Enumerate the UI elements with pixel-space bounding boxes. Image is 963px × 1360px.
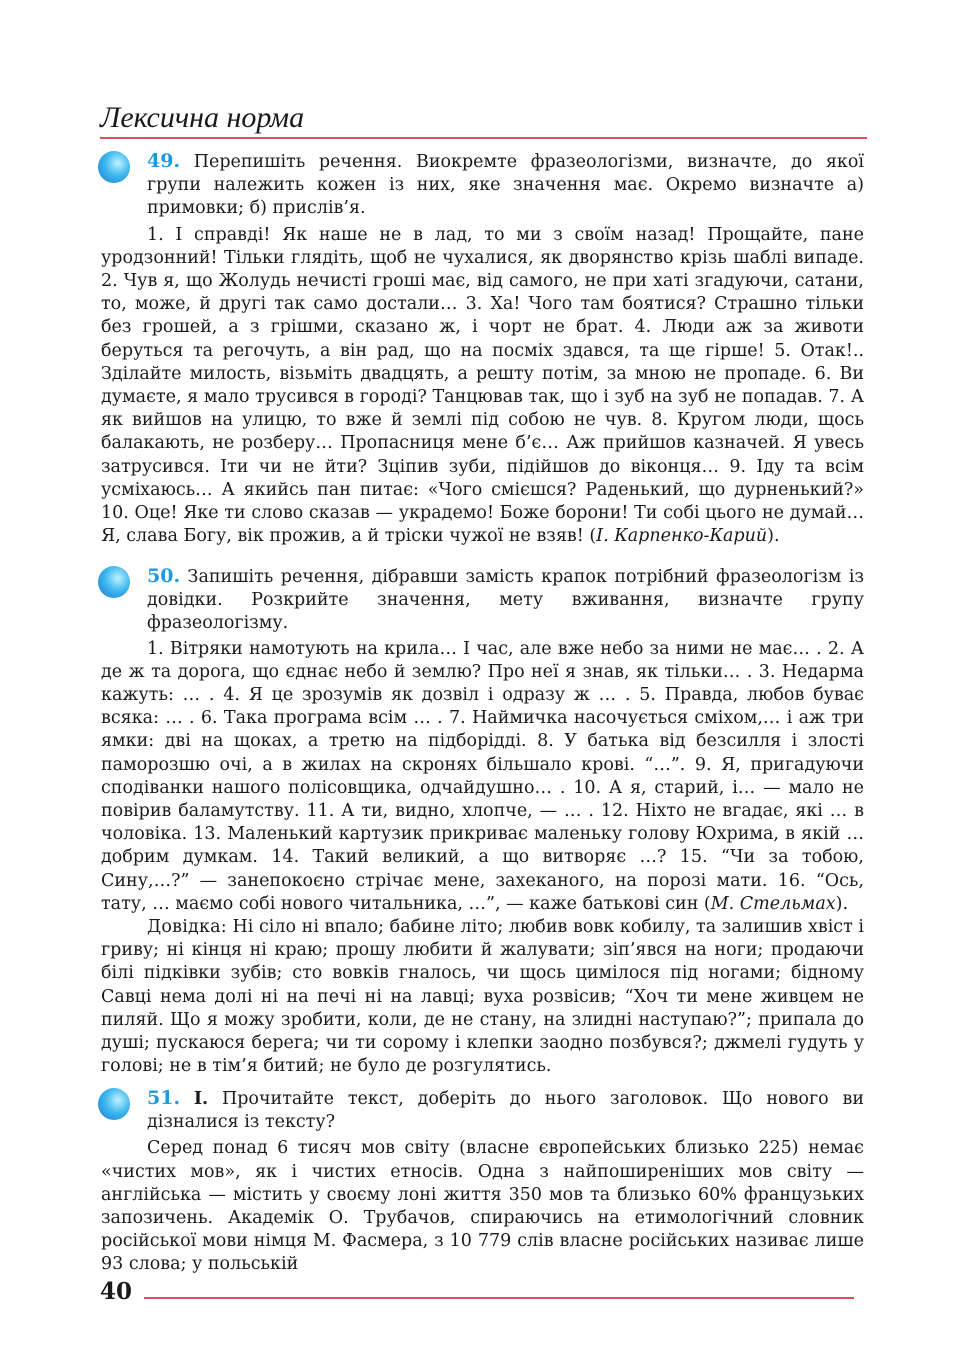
section-title: Лексична норма — [100, 101, 305, 134]
exercise-task — [101, 565, 864, 636]
source-author: М. Стельмах — [710, 893, 836, 914]
exercise-task — [101, 150, 864, 221]
dovidka-text: Ні сіло ні впало; бабине літо; любив вовк кобилу, та залишив хвіст і гриву; ні кінця ні краю; прошу любити й жалувати; зіп’явся на ноги; продаючи білі підківки зубів; сто вовків гналось, чи щось цимілося під ногами; бідному Савці нема долі ні на печі ні на лавці; вуха розвісив; “Хоч ти мене живцем не пиляй. Що я можу зробити, коли, де не стану, на злидні наступаю?”; припала до душі; пускаюся берега; чи ти сорому і клепки заодно позбувся?; джмелі гудуть у голові; не в тім’я битий; не було де розгулятись. — [101, 917, 864, 1077]
source-tail: ). — [835, 893, 849, 914]
footer-rule — [144, 1297, 854, 1299]
exercise-text-body: Серед понад 6 тисяч мов світу (власне європейських близько 225) немає «чистих мов», як і чистих етносів. Одна з найпоширеніших мов світу — англійська — містить у своєму лоні життя 350 мов та близько 60% французьких запозичень. Академік О. Трубачов, спираючись на етимологічний словник російської мови німця М. Фасмера, з 10 779 слів власне російських називає лише 93 слова; у польській — [101, 1138, 864, 1275]
page-header — [100, 100, 867, 136]
exercise-50 — [101, 565, 864, 1078]
part-number: I. — [193, 1089, 209, 1109]
exercise-text — [101, 224, 864, 549]
task-text: Запишіть речення, дібравши замість крапок потрібний фразеологізм із довідки. Розкрийте значення, мету вживання, визначте групу фразеологізму. — [147, 567, 864, 634]
dovidka-label: Довідка: — [147, 917, 227, 938]
exercise-number: 49. — [147, 150, 181, 172]
exercise-task — [101, 1087, 864, 1134]
exercise-text — [101, 1137, 864, 1276]
exercise-text-body: 1. І справді! Як наше не в лад, то ми з своїм назад! Прощайте, пане уродзонний! Тільки глядіть, щоб не чухалися, як дворянство крізь шаблі випаде. 2. Чув я, що Жолудь нечисті гроші має, від самого, не при хаті згадуючи, сатани, то, може, й другі так само достали… 3. Ха! Чого там боятися? Страшно тільки без грошей, а з грішми, сказано ж, і чорт не брат. 4. Люди аж за животи беруться та регочуть, а він рад, що на посміх здався, та ще гірше! 5. Отак!.. Зділайте милость, візьміть двадцять, а решту потім, за мною не пропаде. 6. Ви думаєте, я мало трусився в городі? Танцював так, що і зуб на зуб не попадав. 7. А як вийшов на улицю, то вже й землі під собою не чув. 8. Кругом люди, щось балакають, не розберу… Пропасниця мене б’є… Аж прийшов казначей. Я увесь затрусився. Іти чи не йти? Зціпив зуби, підійшов до віконця… 9. Іду та всім усміхаюсь… А якийсь пан питає: «Чого смієшся? Раденький, що дурненький?» 10. Оце! Яке ти слово сказав — украдемо! Боже борони! Ти собі цього не думай… Я, слава Богу, вік прожив, а й тріски чужої не взяв! ( — [101, 224, 864, 547]
task-text: Перепишіть речення. Виокремте фразеологізми, визначте, до якої групи належить кожен із них, яке значення має. Окремо визначте а) примовки; б) прислів’я. — [147, 152, 864, 219]
task-text: Прочитайте текст, доберіть до нього заголовок. Що нового ви дізналися із тексту? — [147, 1089, 864, 1133]
exercise-marker-icon — [98, 1088, 130, 1120]
exercise-text-body: 1. Вітряки намотують на крила… І час, але вже небо за ними не має… . 2. А де ж та дорога, що єднає небо й землю? Про неї я знав, як тільки… . 3. Недарма кажуть: … . 4. Я це зрозумів як дозвіл і одразу ж … . 5. Правда, любов буває всяка: … . 6. Така програма всім … . 7. Наймичка насочується сміхом,… і аж три ямки: дві на щоках, а третю на підборідді. 8. У батька від безсилля і злості паморозшю очі, а в жилах на скронях більшало крові. “…”. 9. Я, пригадуючи сподіванки нашого полісовщика, одчайдушно… . 10. А я, старий, і… — мало не повірив баламутству. 11. А ти, видно, хлопче, — … . 12. Ніхто не вгадає, які … в чоловіка. 13. Маленький картузик прикриває маленьку голову Юхрима, в якій … добрим думкам. 14. Такий великий, а що витворяє …? 15. “Чи за тобою, Сину,…?” — занепокоєно стрічає мене, захеканого, на порозі мати. 16. “Ось, тату, … маємо собі нового читальника, …”, — каже батькові син ( — [101, 638, 864, 914]
exercise-number: 50. — [147, 565, 181, 587]
exercise-number: 51. — [147, 1087, 181, 1109]
header-rule — [100, 137, 867, 139]
exercise-text — [101, 638, 864, 916]
exercise-marker-icon — [98, 566, 130, 598]
source-tail: ). — [767, 526, 780, 547]
page-number: 40 — [100, 1278, 133, 1305]
exercise-49 — [101, 150, 864, 548]
exercise-51 — [101, 1087, 864, 1277]
exercise-marker-icon — [98, 151, 130, 183]
dovidka-paragraph — [101, 916, 864, 1078]
source-author: І. Карпенко-Карий — [596, 526, 768, 547]
page-footer — [100, 1280, 867, 1304]
